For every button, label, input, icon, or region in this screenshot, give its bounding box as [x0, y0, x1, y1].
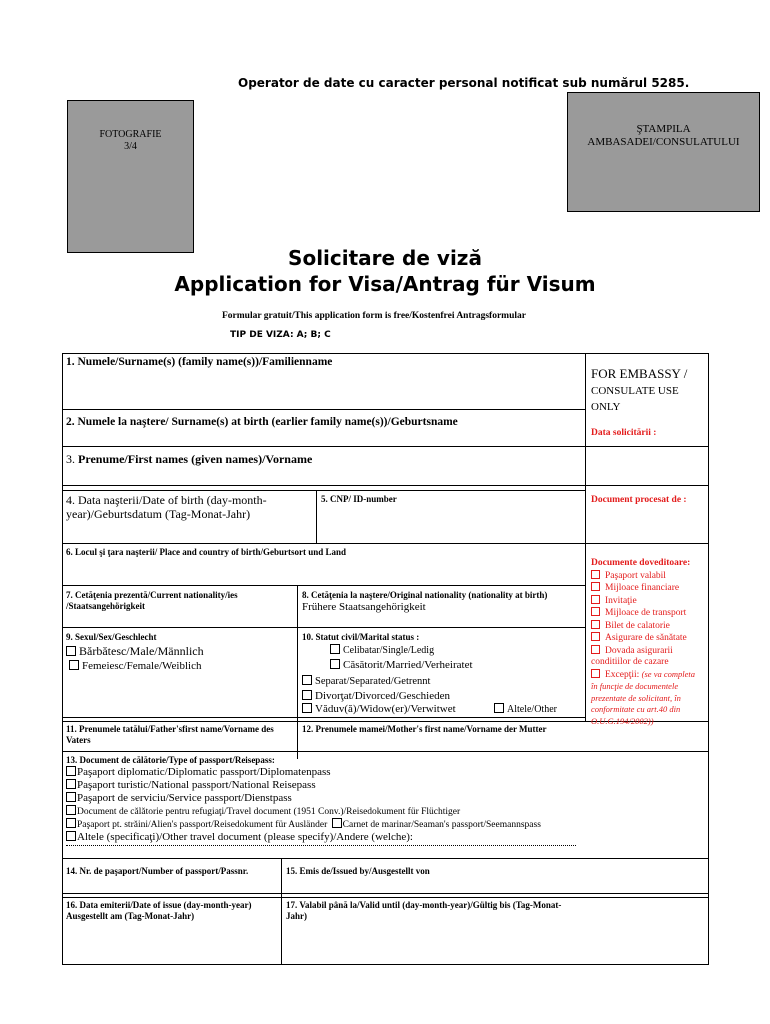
sex-male-checkbox[interactable] [66, 646, 76, 656]
embassy-title-line-3: ONLY [591, 401, 621, 413]
doc-other-option[interactable] [66, 831, 586, 844]
field-8-original-nationality[interactable] [302, 590, 547, 613]
visa-type: TIP DE VIZA: A; B; C [230, 330, 331, 340]
doc-insurance-checkbox[interactable] [591, 632, 600, 641]
doc-passport-checkbox[interactable] [591, 570, 600, 579]
marital-other-option[interactable] [494, 703, 557, 716]
field-7-current-nationality[interactable]: 7. Cetăţenia prezentă/Current nationality/ies /Staatsangehörigkeit [66, 590, 238, 611]
page-title [0, 245, 770, 297]
doc-ticket-item[interactable] [591, 620, 709, 633]
marital-separated-label: Separat/Separated/Getrennt [315, 676, 431, 687]
field-10-marital-status [302, 632, 584, 715]
doc-exceptions-note-2: în funcţie de documentele [591, 681, 679, 691]
marital-widow-checkbox[interactable] [302, 703, 312, 713]
field-4-date-of-birth[interactable]: 4. Data naşterii/Date of birth (day-month-year)/Geburtsdatum (Tag-Monat-Jahr) [66, 493, 267, 521]
embassy-use-title [591, 366, 687, 415]
doc-means-checkbox[interactable] [591, 582, 600, 591]
field-15-issued-by[interactable]: 15. Emis de/Issued by/Ausgestellt von [286, 866, 430, 876]
title-romanian: Solicitare de viză [288, 246, 482, 270]
embassy-processed-by: Document procesat de : [591, 495, 687, 505]
doc-other-input-line[interactable] [66, 845, 576, 846]
doc-alien-option[interactable] [66, 818, 586, 831]
field-10-label: 10. Statut civil/Marital status : [302, 632, 420, 642]
doc-passport-label: Paşaport valabil [605, 570, 666, 581]
free-note: Formular gratuit/This application form is free/Kostenfrei Antragsformular [222, 311, 526, 321]
field-9-sex [66, 632, 204, 672]
embassy-supporting-docs [591, 558, 709, 727]
field-16-issue-date[interactable]: 16. Data emiterii/Date of issue (day-month-year) Ausgestellt am (Tag-Monat-Jahr) [66, 900, 252, 921]
doc-invitation-label: Invitaţie [605, 595, 637, 606]
field-13-travel-document [66, 755, 586, 844]
doc-invitation-checkbox[interactable] [591, 595, 600, 604]
marital-single-checkbox[interactable] [330, 644, 340, 654]
doc-means-item[interactable] [591, 582, 709, 595]
field-9-label: 9. Sexul/Sex/Geschlecht [66, 632, 157, 642]
marital-divorced-option[interactable] [302, 690, 584, 702]
doc-diplomatic-checkbox[interactable] [66, 766, 76, 776]
field-6-place-of-birth[interactable]: 6. Locul şi ţara naşterii/ Place and country of birth/Geburtsort und Land [66, 547, 347, 557]
doc-service-checkbox[interactable] [66, 792, 76, 802]
doc-insurance-item[interactable] [591, 632, 709, 645]
field-12-mother-name[interactable]: 12. Prenumele mamei/Mother's first name/Vorname der Mutter [302, 724, 547, 734]
doc-seaman-checkbox[interactable] [332, 818, 342, 828]
doc-exceptions-item[interactable] [591, 669, 709, 682]
doc-other-label: Altele (specificaţi)/Other travel document (please specify)/Andere (welche): [77, 831, 413, 843]
embassy-title-line-2: CONSULATE USE [591, 385, 679, 397]
doc-means-label: Mijloace financiare [605, 583, 680, 593]
doc-alien-label: Paşaport pt. străini/Alien's passport/Reisedokument für Ausländer [77, 820, 328, 830]
doc-other-checkbox[interactable] [66, 831, 76, 841]
doc-conditions-item[interactable] [591, 645, 709, 658]
marital-separated-checkbox[interactable] [302, 675, 312, 685]
doc-diplomatic-option[interactable] [66, 766, 586, 779]
doc-transport-item[interactable] [591, 607, 709, 620]
field-1-surname[interactable]: 1. Numele/Surname(s) (family name(s))/Familienname [66, 356, 333, 368]
field-2-birth-surname[interactable]: 2. Numele la naştere/ Surname(s) at birth (earlier family name(s))/Geburtsname [66, 416, 458, 428]
marital-separated-option[interactable] [302, 675, 584, 688]
sex-female-option[interactable] [66, 660, 204, 672]
doc-service-label: Paşaport de serviciu/Service passport/Dienstpass [77, 792, 292, 804]
sex-male-option[interactable] [66, 645, 204, 658]
doc-transport-label: Mijloace de transport [605, 608, 687, 618]
field-5-id-number[interactable]: 5. CNP/ ID-number [321, 494, 397, 504]
marital-married-checkbox[interactable] [330, 659, 340, 669]
doc-passport-item[interactable] [591, 570, 709, 583]
field-3-first-names[interactable] [66, 452, 312, 467]
doc-invitation-item[interactable] [591, 595, 709, 608]
doc-diplomatic-label: Paşaport diplomatic/Diplomatic passport/Diplomatenpass [77, 766, 331, 778]
marital-other-label: Altele/Other [507, 704, 557, 715]
doc-refugee-label: Document de călătorie pentru refugiaţi/Travel document (1951 Conv.)/Reisedokument für Flüchtiger [77, 807, 461, 817]
doc-transport-checkbox[interactable] [591, 607, 600, 616]
field-14-passport-number[interactable]: 14. Nr. de paşaport/Number of passport/Passnr. [66, 866, 249, 876]
field-8-label: 8. Cetăţenia la naştere/Original nationality (nationality at birth) [302, 590, 548, 600]
embassy-date-requested: Data solicitării : [591, 428, 657, 438]
field-3-label: Prenume/First names (given names)/Vorname [78, 452, 313, 466]
doc-ticket-checkbox[interactable] [591, 620, 600, 629]
doc-exceptions-note-3: prezentate de solicitant, în [591, 692, 681, 703]
marital-married-label: Căsătorit/Married/Verheiratet [343, 659, 473, 671]
doc-ticket-label: Bilet de calatorie [605, 620, 670, 631]
doc-conditions-label-2: conditiilor de cazare [591, 657, 669, 667]
photo-size-label: 3/4 [124, 141, 137, 152]
doc-tourist-option[interactable] [66, 779, 586, 792]
field-13-label: 13. Document de călătorie/Type of passport/Reisepass: [66, 755, 275, 765]
stamp-box [567, 92, 760, 212]
doc-exceptions-note-4: conformitate cu art.40 din [591, 704, 681, 714]
sex-female-checkbox[interactable] [69, 660, 79, 670]
doc-conditions-label: Dovada asigurarii [605, 645, 673, 656]
marital-married-option[interactable] [302, 659, 584, 671]
doc-exceptions-label: Excepţii: [605, 669, 640, 680]
marital-divorced-checkbox[interactable] [302, 690, 312, 700]
marital-widow-label: Văduv(ă)/Widow(er)/Verwitwet [315, 703, 456, 715]
doc-seaman-label[interactable]: Carnet de marinar/Seaman's passport/Seemannspass [342, 820, 541, 830]
field-11-father-name[interactable]: 11. Prenumele tatălui/Father'sfirst name/Vorname des Vaters [66, 724, 274, 745]
doc-exceptions-note-5: O.U.G.194/2002)) [591, 715, 654, 726]
doc-insurance-label: Asigurare de sănătate [605, 633, 687, 643]
embassy-title-line-1: FOR EMBASSY / [591, 366, 688, 381]
sex-female-label: Femeiesc/Female/Weiblich [82, 660, 202, 672]
marital-widow-option[interactable] [302, 703, 584, 715]
photo-box [67, 100, 194, 253]
title-english-german: Application for Visa/Antrag für Visum [174, 272, 596, 296]
doc-refugee-checkbox[interactable] [66, 805, 76, 815]
marital-divorced-label: Divorţat/Divorced/Geschieden [315, 690, 451, 702]
field-17-valid-until[interactable]: 17. Valabil până la/Valid until (day-month-year)/Gültig bis (Tag-Monat-Jahr) [286, 900, 562, 921]
doc-tourist-label: Paşaport turistic/National passport/National Reisepass [77, 779, 316, 791]
marital-single-option[interactable] [302, 644, 584, 657]
stamp-label: ŞTAMPILA [636, 123, 691, 135]
photo-label: FOTOGRAFIE [99, 129, 162, 140]
doc-conditions-checkbox[interactable] [591, 645, 600, 654]
field-3-number: 3. [66, 452, 78, 466]
operator-note: Operator de date cu caracter personal notificat sub numărul 5285. [238, 76, 690, 90]
doc-service-option[interactable] [66, 792, 586, 805]
doc-alien-checkbox[interactable] [66, 818, 76, 828]
doc-tourist-checkbox[interactable] [66, 779, 76, 789]
marital-single-label: Celibatar/Single/Ledig [343, 645, 435, 656]
doc-exceptions-note: (se va completa [641, 668, 696, 679]
sex-male-label: Bărbătesc/Male/Männlich [79, 644, 204, 658]
doc-exceptions-checkbox[interactable] [591, 669, 600, 678]
doc-refugee-option[interactable] [66, 805, 586, 818]
marital-other-checkbox[interactable] [494, 703, 504, 713]
supporting-docs-title: Documente doveditoare: [591, 558, 691, 568]
stamp-label-embassy: AMBASADEI/CONSULATULUI [587, 136, 740, 148]
field-8-sublabel: Frühere Staatsangehörigkeit [302, 601, 426, 613]
